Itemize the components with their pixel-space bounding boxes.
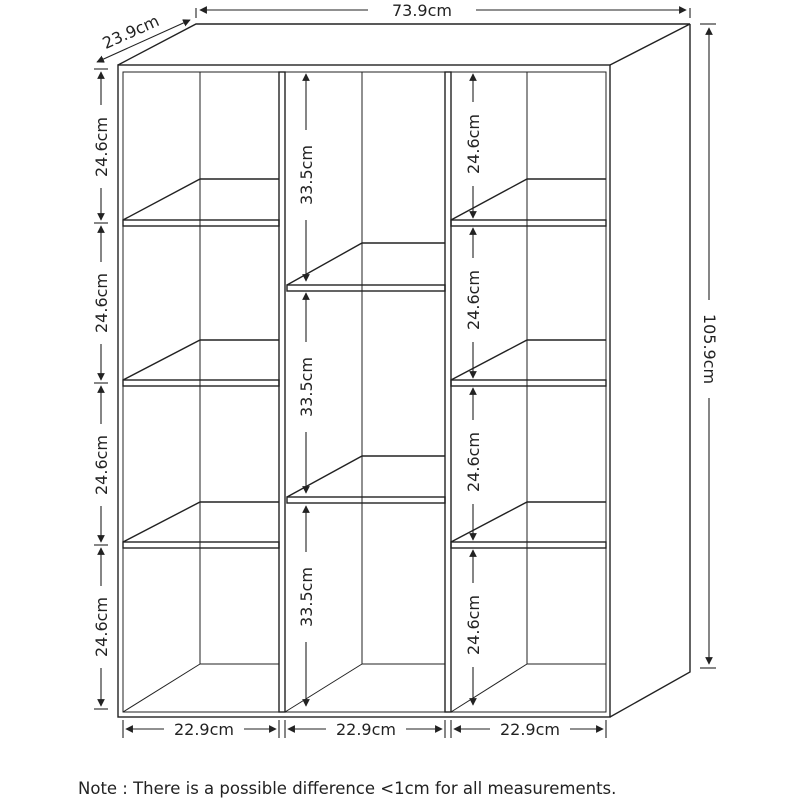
front-frame-inner <box>123 72 606 712</box>
top-panel <box>118 24 690 65</box>
right-divider <box>445 72 451 712</box>
height-label: 105.9cm <box>700 313 719 385</box>
dimension-lines <box>94 8 716 738</box>
right-cubby-4-height: 24.6cm <box>464 594 483 656</box>
left-cubby-3-height: 24.6cm <box>92 434 111 496</box>
left-cubby-4-height: 24.6cm <box>92 596 111 658</box>
left-cubby-1-height: 24.6cm <box>92 116 111 178</box>
center-cubby-3-height: 33.5cm <box>297 566 316 628</box>
center-column-width: 22.9cm <box>335 720 397 739</box>
right-cubby-3-height: 24.6cm <box>464 431 483 493</box>
left-column-shelves <box>123 179 279 548</box>
right-cubby-1-height: 24.6cm <box>464 113 483 175</box>
bookcase-drawing <box>118 24 690 717</box>
depth-label: 23.9cm <box>99 11 163 53</box>
front-frame <box>118 65 610 717</box>
right-column-width: 22.9cm <box>499 720 561 739</box>
left-column-width: 22.9cm <box>173 720 235 739</box>
width-label: 73.9cm <box>391 1 453 20</box>
right-side-panel <box>610 24 690 717</box>
dimension-labels <box>92 1 719 739</box>
left-divider <box>279 72 285 712</box>
back-panel-lines <box>123 72 606 712</box>
center-cubby-2-height: 33.5cm <box>297 356 316 418</box>
center-cubby-1-height: 33.5cm <box>297 144 316 206</box>
left-cubby-2-height: 24.6cm <box>92 272 111 334</box>
measurement-note: Note : There is a possible difference <1cm for all measurements. <box>78 779 617 798</box>
right-cubby-2-height: 24.6cm <box>464 269 483 331</box>
